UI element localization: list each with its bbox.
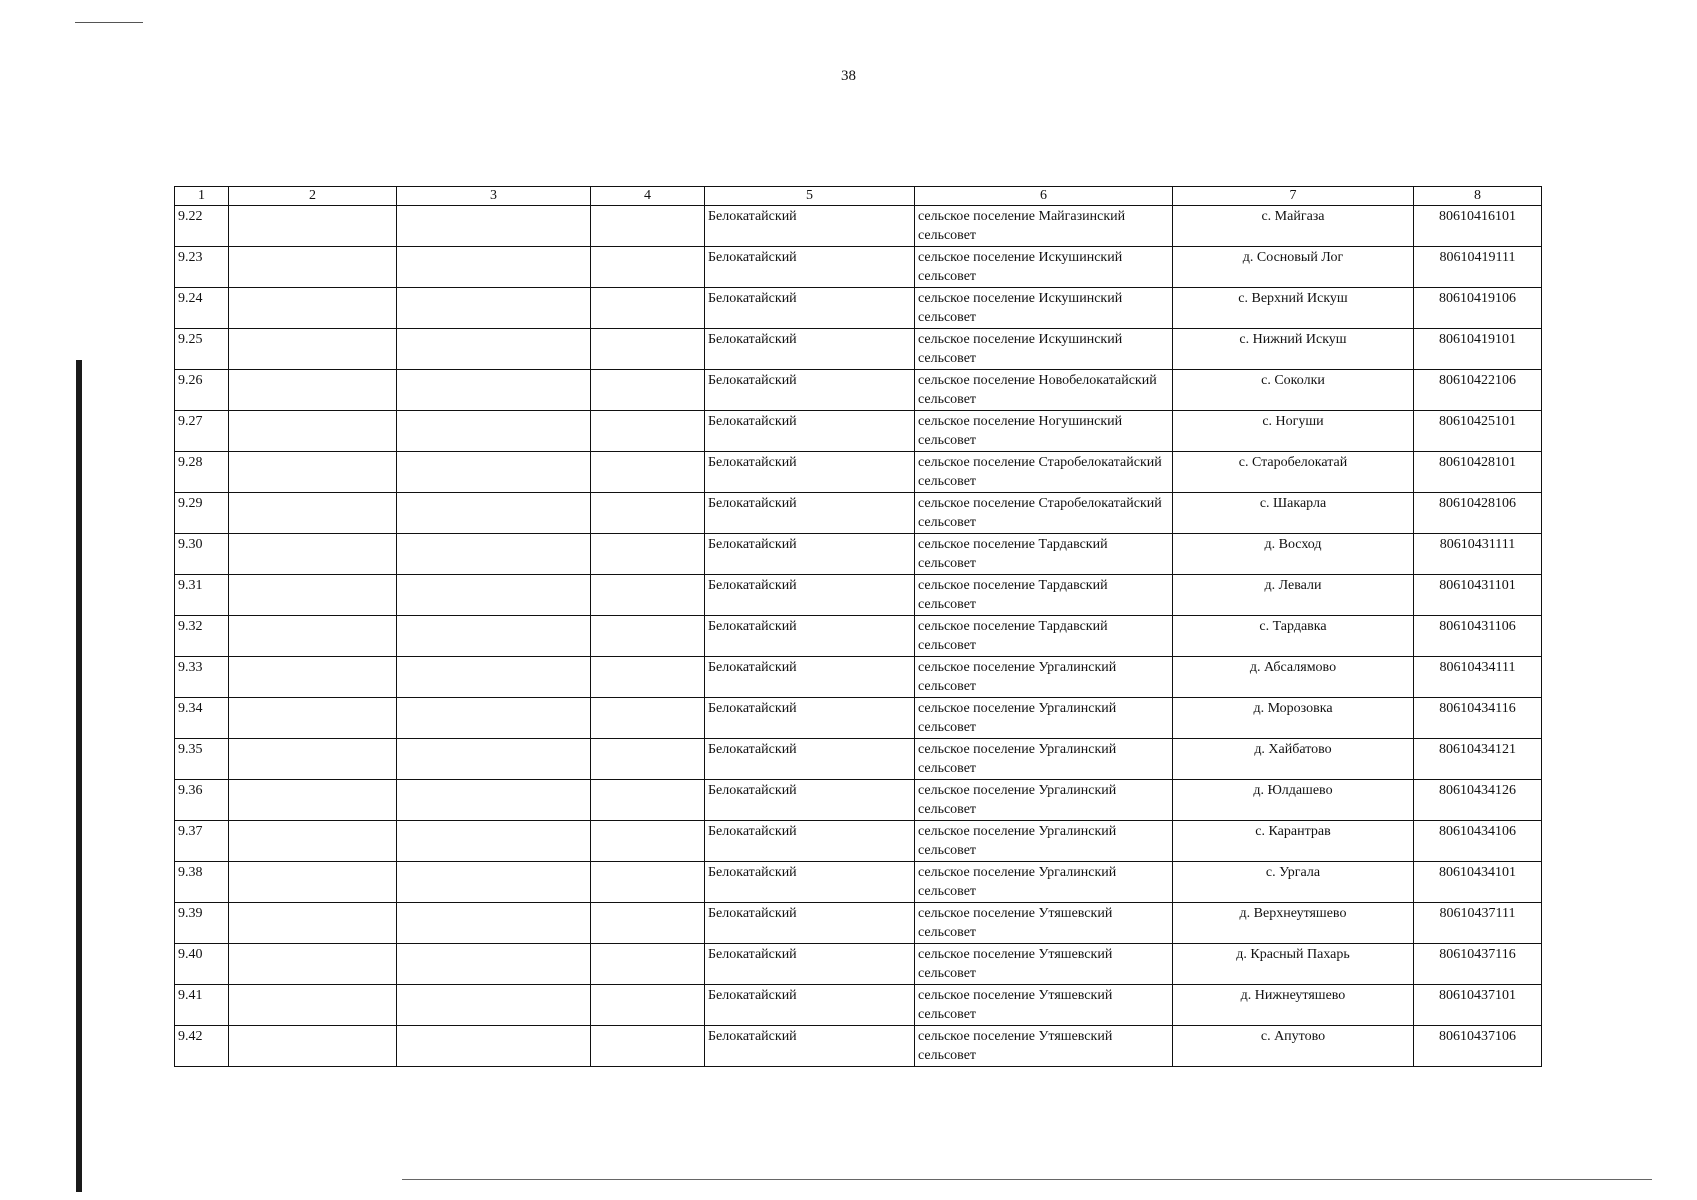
table-row [175, 534, 1542, 575]
settlement-cell: сельское поселение Искушинский сельсовет [915, 247, 1173, 288]
settlement-cell: сельское поселение Утяшевский сельсовет [915, 1026, 1173, 1067]
table-row [175, 985, 1542, 1026]
locality-cell: с. Верхний Искуш [1173, 288, 1414, 329]
row-number-cell: 9.39 [175, 903, 229, 944]
column-2-cell [229, 452, 397, 493]
locality-cell: с. Соколки [1173, 370, 1414, 411]
column-4-cell [591, 1026, 705, 1067]
district-cell: Белокатайский [705, 411, 915, 452]
row-number-cell: 9.42 [175, 1026, 229, 1067]
locality-cell: с. Старобелокатай [1173, 452, 1414, 493]
column-4-cell [591, 493, 705, 534]
column-4-cell [591, 370, 705, 411]
scan-edge-line-bottom [402, 1179, 1652, 1180]
table-row [175, 780, 1542, 821]
table-row [175, 493, 1542, 534]
row-number-cell: 9.22 [175, 206, 229, 247]
column-header: 1 [175, 187, 229, 206]
locality-cell: д. Восход [1173, 534, 1414, 575]
column-3-cell [397, 575, 591, 616]
row-number-cell: 9.31 [175, 575, 229, 616]
row-number-cell: 9.32 [175, 616, 229, 657]
district-cell: Белокатайский [705, 493, 915, 534]
column-4-cell [591, 616, 705, 657]
column-4-cell [591, 903, 705, 944]
column-4-cell [591, 206, 705, 247]
row-number-cell: 9.23 [175, 247, 229, 288]
scan-edge-bar-left [76, 360, 82, 1192]
table-row [175, 288, 1542, 329]
column-3-cell [397, 862, 591, 903]
column-3-cell [397, 1026, 591, 1067]
column-4-cell [591, 452, 705, 493]
settlement-cell: сельское поселение Утяшевский сельсовет [915, 903, 1173, 944]
table-body [175, 206, 1542, 1067]
district-cell: Белокатайский [705, 452, 915, 493]
row-number-cell: 9.30 [175, 534, 229, 575]
oktmo-code-cell: 80610434121 [1414, 739, 1542, 780]
oktmo-code-cell: 80610422106 [1414, 370, 1542, 411]
settlement-cell: сельское поселение Ургалинский сельсовет [915, 821, 1173, 862]
locality-cell: д. Юлдашево [1173, 780, 1414, 821]
row-number-cell: 9.25 [175, 329, 229, 370]
settlement-cell: сельское поселение Искушинский сельсовет [915, 288, 1173, 329]
locality-cell: д. Морозовка [1173, 698, 1414, 739]
district-cell: Белокатайский [705, 821, 915, 862]
column-2-cell [229, 329, 397, 370]
oktmo-code-cell: 80610425101 [1414, 411, 1542, 452]
column-2-cell [229, 288, 397, 329]
row-number-cell: 9.37 [175, 821, 229, 862]
table-header-row [175, 187, 1542, 206]
row-number-cell: 9.36 [175, 780, 229, 821]
column-4-cell [591, 739, 705, 780]
column-3-cell [397, 370, 591, 411]
column-4-cell [591, 288, 705, 329]
column-header: 8 [1414, 187, 1542, 206]
column-2-cell [229, 616, 397, 657]
column-2-cell [229, 698, 397, 739]
oktmo-code-cell: 80610428101 [1414, 452, 1542, 493]
column-2-cell [229, 1026, 397, 1067]
column-4-cell [591, 534, 705, 575]
column-4-cell [591, 862, 705, 903]
row-number-cell: 9.35 [175, 739, 229, 780]
oktmo-code-cell: 80610431111 [1414, 534, 1542, 575]
settlement-cell: сельское поселение Ургалинский сельсовет [915, 657, 1173, 698]
column-3-cell [397, 657, 591, 698]
column-4-cell [591, 575, 705, 616]
oktmo-code-cell: 80610434116 [1414, 698, 1542, 739]
scan-edge-mark-top [75, 22, 143, 23]
district-cell: Белокатайский [705, 575, 915, 616]
district-cell: Белокатайский [705, 329, 915, 370]
column-3-cell [397, 534, 591, 575]
table-row [175, 821, 1542, 862]
district-cell: Белокатайский [705, 903, 915, 944]
oktmo-code-cell: 80610434101 [1414, 862, 1542, 903]
table-row [175, 1026, 1542, 1067]
column-3-cell [397, 821, 591, 862]
table-row [175, 944, 1542, 985]
district-cell: Белокатайский [705, 288, 915, 329]
table-row [175, 657, 1542, 698]
locality-cell: д. Верхнеутяшево [1173, 903, 1414, 944]
column-3-cell [397, 493, 591, 534]
column-3-cell [397, 944, 591, 985]
settlement-cell: сельское поселение Старобелокатайский сельсовет [915, 452, 1173, 493]
column-4-cell [591, 821, 705, 862]
locality-cell: д. Нижнеутяшево [1173, 985, 1414, 1026]
table-row [175, 329, 1542, 370]
settlement-cell: сельское поселение Тардавский сельсовет [915, 616, 1173, 657]
settlement-cell: сельское поселение Новобелокатайский сельсовет [915, 370, 1173, 411]
district-cell: Белокатайский [705, 780, 915, 821]
row-number-cell: 9.26 [175, 370, 229, 411]
table-row [175, 452, 1542, 493]
column-2-cell [229, 862, 397, 903]
column-header: 2 [229, 187, 397, 206]
district-cell: Белокатайский [705, 370, 915, 411]
oktmo-code-cell: 80610434126 [1414, 780, 1542, 821]
table-row [175, 616, 1542, 657]
column-4-cell [591, 944, 705, 985]
row-number-cell: 9.27 [175, 411, 229, 452]
district-cell: Белокатайский [705, 739, 915, 780]
row-number-cell: 9.28 [175, 452, 229, 493]
row-number-cell: 9.38 [175, 862, 229, 903]
row-number-cell: 9.40 [175, 944, 229, 985]
row-number-cell: 9.29 [175, 493, 229, 534]
locality-cell: д. Красный Пахарь [1173, 944, 1414, 985]
column-4-cell [591, 329, 705, 370]
row-number-cell: 9.41 [175, 985, 229, 1026]
column-2-cell [229, 411, 397, 452]
column-4-cell [591, 411, 705, 452]
column-2-cell [229, 739, 397, 780]
column-2-cell [229, 821, 397, 862]
column-2-cell [229, 575, 397, 616]
column-3-cell [397, 206, 591, 247]
district-cell: Белокатайский [705, 862, 915, 903]
settlement-cell: сельское поселение Старобелокатайский сельсовет [915, 493, 1173, 534]
column-2-cell [229, 985, 397, 1026]
table-row [175, 903, 1542, 944]
column-3-cell [397, 780, 591, 821]
column-3-cell [397, 288, 591, 329]
table-row [175, 862, 1542, 903]
district-cell: Белокатайский [705, 247, 915, 288]
settlement-cell: сельское поселение Майгазинский сельсовет [915, 206, 1173, 247]
column-3-cell [397, 329, 591, 370]
column-3-cell [397, 452, 591, 493]
district-cell: Белокатайский [705, 616, 915, 657]
column-2-cell [229, 493, 397, 534]
column-2-cell [229, 534, 397, 575]
locality-cell: с. Карантрав [1173, 821, 1414, 862]
column-3-cell [397, 616, 591, 657]
oktmo-code-cell: 80610416101 [1414, 206, 1542, 247]
locality-cell: с. Ногуши [1173, 411, 1414, 452]
oktmo-code-cell: 80610431106 [1414, 616, 1542, 657]
settlement-cell: сельское поселение Ургалинский сельсовет [915, 780, 1173, 821]
oktmo-code-cell: 80610434111 [1414, 657, 1542, 698]
row-number-cell: 9.33 [175, 657, 229, 698]
locality-cell: с. Ургала [1173, 862, 1414, 903]
column-3-cell [397, 739, 591, 780]
locality-cell: д. Левали [1173, 575, 1414, 616]
table-row [175, 575, 1542, 616]
oktmo-code-cell: 80610437101 [1414, 985, 1542, 1026]
district-cell: Белокатайский [705, 698, 915, 739]
settlement-cell: сельское поселение Утяшевский сельсовет [915, 944, 1173, 985]
column-2-cell [229, 944, 397, 985]
column-header: 4 [591, 187, 705, 206]
column-3-cell [397, 247, 591, 288]
column-3-cell [397, 903, 591, 944]
row-number-cell: 9.24 [175, 288, 229, 329]
column-4-cell [591, 657, 705, 698]
locality-cell: с. Нижний Искуш [1173, 329, 1414, 370]
locality-cell: с. Тардавка [1173, 616, 1414, 657]
column-2-cell [229, 903, 397, 944]
settlement-cell: сельское поселение Ургалинский сельсовет [915, 698, 1173, 739]
table-row [175, 739, 1542, 780]
column-header: 3 [397, 187, 591, 206]
oktmo-code-cell: 80610419101 [1414, 329, 1542, 370]
column-header: 6 [915, 187, 1173, 206]
locality-cell: д. Хайбатово [1173, 739, 1414, 780]
column-header: 7 [1173, 187, 1414, 206]
oktmo-code-cell: 80610431101 [1414, 575, 1542, 616]
oktmo-code-cell: 80610437106 [1414, 1026, 1542, 1067]
oktmo-code-cell: 80610419111 [1414, 247, 1542, 288]
district-cell: Белокатайский [705, 657, 915, 698]
locality-cell: д. Абсалямово [1173, 657, 1414, 698]
table-row [175, 370, 1542, 411]
locality-cell: с. Апутово [1173, 1026, 1414, 1067]
locality-cell: д. Сосновый Лог [1173, 247, 1414, 288]
settlements-table [174, 186, 1542, 1067]
oktmo-code-cell: 80610437116 [1414, 944, 1542, 985]
row-number-cell: 9.34 [175, 698, 229, 739]
district-cell: Белокатайский [705, 944, 915, 985]
table-row [175, 247, 1542, 288]
column-2-cell [229, 370, 397, 411]
settlement-cell: сельское поселение Тардавский сельсовет [915, 575, 1173, 616]
column-2-cell [229, 247, 397, 288]
locality-cell: с. Шакарла [1173, 493, 1414, 534]
column-header: 5 [705, 187, 915, 206]
district-cell: Белокатайский [705, 534, 915, 575]
table-row [175, 698, 1542, 739]
column-2-cell [229, 657, 397, 698]
district-cell: Белокатайский [705, 206, 915, 247]
column-2-cell [229, 780, 397, 821]
settlement-cell: сельское поселение Ногушинский сельсовет [915, 411, 1173, 452]
oktmo-code-cell: 80610419106 [1414, 288, 1542, 329]
page-number: 38 [841, 68, 856, 84]
oktmo-code-cell: 80610434106 [1414, 821, 1542, 862]
settlement-cell: сельское поселение Утяшевский сельсовет [915, 985, 1173, 1026]
table-row [175, 206, 1542, 247]
column-3-cell [397, 985, 591, 1026]
locality-cell: с. Майгаза [1173, 206, 1414, 247]
settlement-cell: сельское поселение Тардавский сельсовет [915, 534, 1173, 575]
oktmo-code-cell: 80610428106 [1414, 493, 1542, 534]
column-3-cell [397, 411, 591, 452]
settlement-cell: сельское поселение Ургалинский сельсовет [915, 862, 1173, 903]
district-cell: Белокатайский [705, 1026, 915, 1067]
column-4-cell [591, 698, 705, 739]
column-3-cell [397, 698, 591, 739]
column-4-cell [591, 247, 705, 288]
table-row [175, 411, 1542, 452]
column-4-cell [591, 985, 705, 1026]
district-cell: Белокатайский [705, 985, 915, 1026]
column-4-cell [591, 780, 705, 821]
oktmo-code-cell: 80610437111 [1414, 903, 1542, 944]
settlement-cell: сельское поселение Ургалинский сельсовет [915, 739, 1173, 780]
column-2-cell [229, 206, 397, 247]
settlement-cell: сельское поселение Искушинский сельсовет [915, 329, 1173, 370]
